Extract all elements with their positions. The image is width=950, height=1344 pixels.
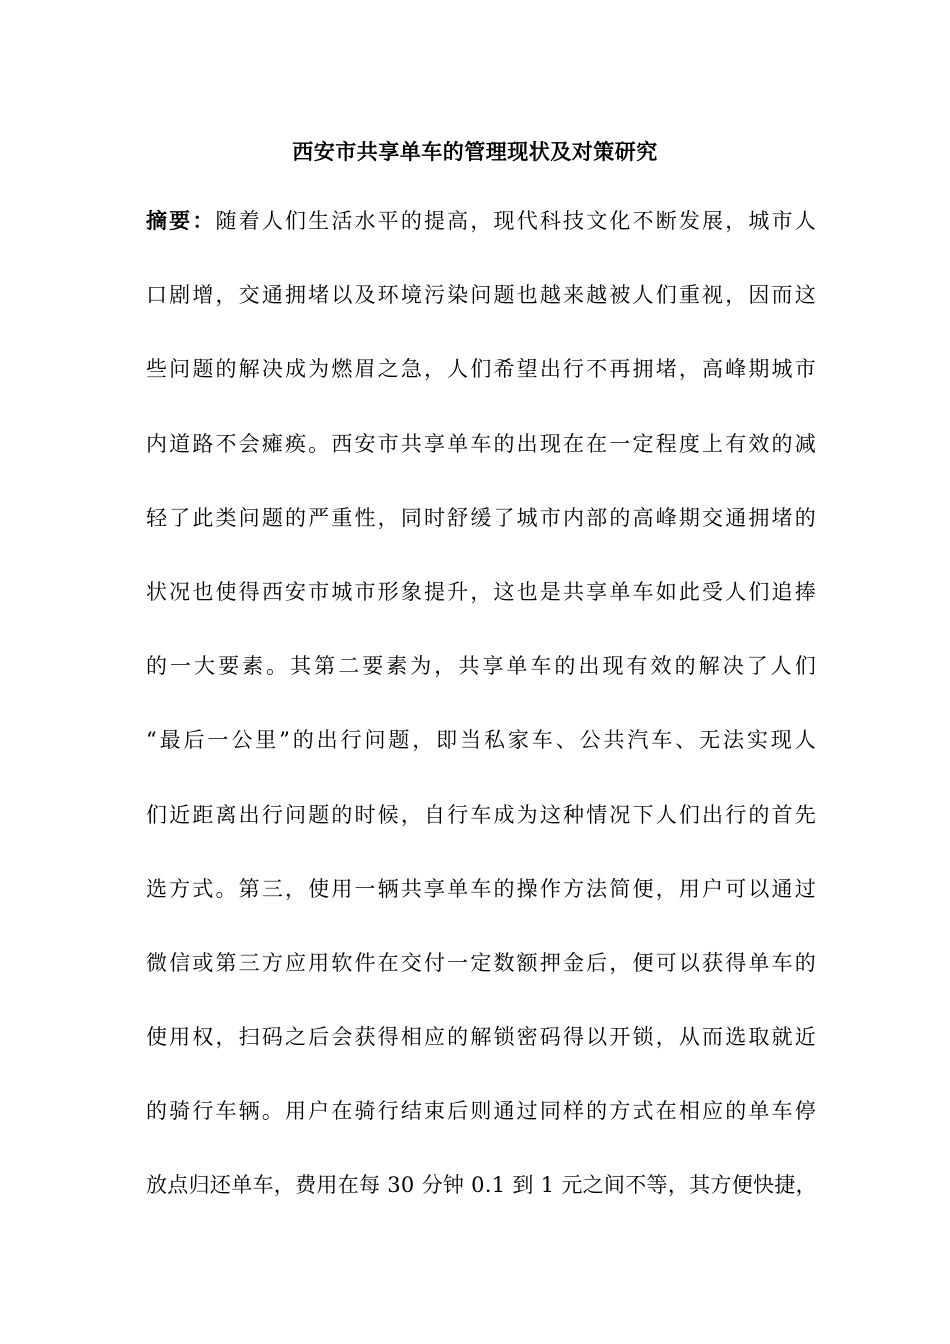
abstract-line: 选方式。第三，使用一辆共享单车的操作方法简便，用户可以通过 [146, 876, 816, 901]
abstract-line: 们近距离出行问题的时候，自行车成为这种情况下人们出行的首先 [146, 802, 816, 827]
abstract-label: 摘要： [146, 208, 216, 233]
abstract-line: 的一大要素。其第二要素为，共享单车的出现有效的解决了人们 [146, 654, 816, 679]
abstract-line: 轻了此类问题的严重性，同时舒缓了城市内部的高峰期交通拥堵的 [146, 505, 816, 530]
abstract-line: “最后一公里”的出行问题，即当私家车、公共汽车、无法实现人 [146, 728, 816, 753]
abstract-line: 口剧增，交通拥堵以及环境污染问题也越来越被人们重视，因而这 [146, 283, 816, 308]
abstract-line: 状况也使得西安市城市形象提升，这也是共享单车如此受人们追捧 [146, 579, 816, 604]
abstract-line: 放点归还单车，费用在每 30 分钟 0.1 到 1 元之间不等，其方便快捷， [146, 1173, 817, 1198]
abstract-line: 微信或第三方应用软件在交付一定数额押金后，便可以获得单车的 [146, 950, 816, 975]
abstract-text: 随着人们生活水平的提高，现代科技文化不断发展，城市人 [215, 209, 816, 233]
abstract-line: 些问题的解决成为燃眉之急，人们希望出行不再拥堵，高峰期城市 [146, 357, 816, 382]
document-title: 西安市共享单车的管理现状及对策研究 [292, 139, 658, 164]
abstract-line: 内道路不会瘫痪。西安市共享单车的出现在在一定程度上有效的减 [146, 431, 816, 456]
abstract-line [146, 197, 816, 271]
abstract-section [146, 197, 816, 1236]
abstract-line: 的骑行车辆。用户在骑行结束后则通过同样的方式在相应的单车停 [146, 1099, 816, 1124]
abstract-line: 使用权，扫码之后会获得相应的解锁密码得以开锁，从而选取就近 [146, 1025, 816, 1050]
